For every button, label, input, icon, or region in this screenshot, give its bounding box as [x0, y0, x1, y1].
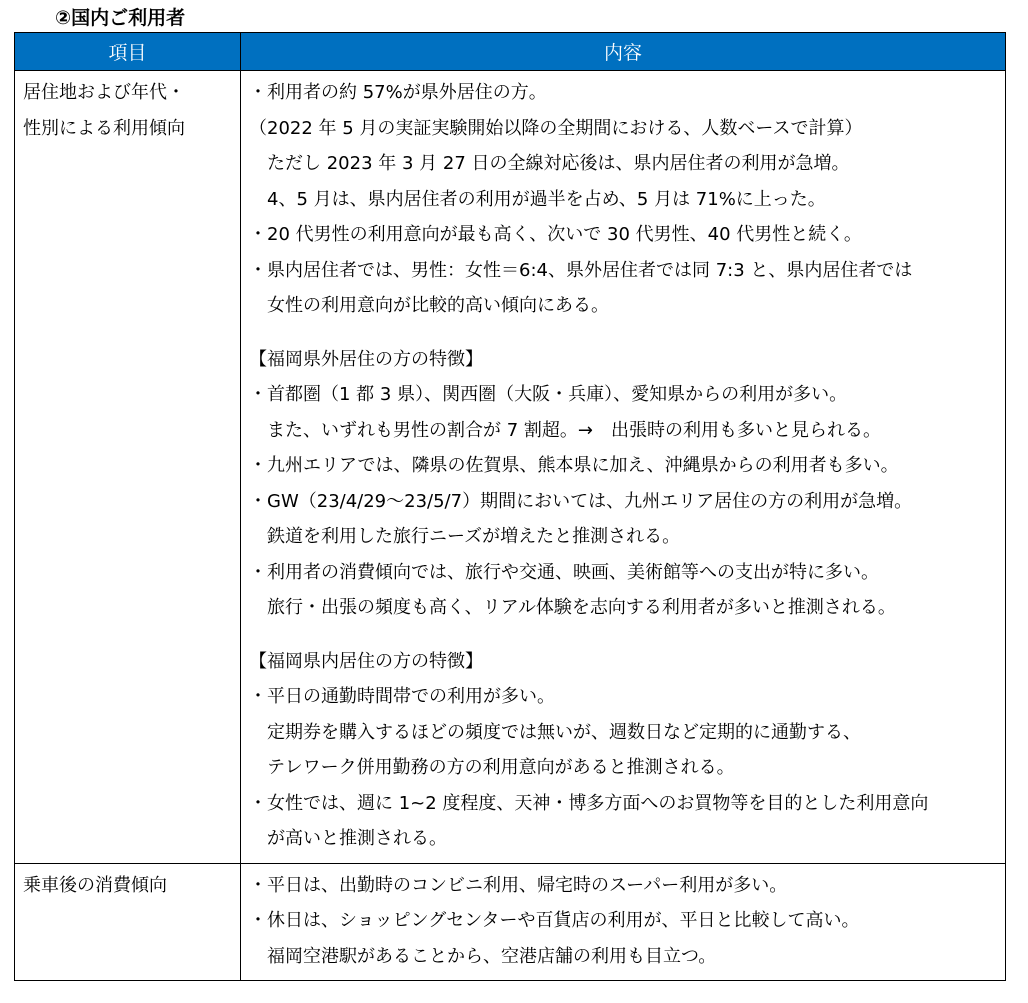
header-item: 項目	[15, 33, 241, 71]
content-line: ・20 代男性の利用意向が最も高く、次いで 30 代男性、40 代男性と続く。	[249, 224, 862, 245]
content-line: ・利用者の消費傾向では、旅行や交通、映画、美術館等への支出が特に多い。	[249, 561, 879, 583]
content-line: 女性の利用意向が比較的高い傾向にある。	[249, 295, 609, 316]
content-line: 福岡空港駅があることから、空港店舗の利用も目立つ。	[249, 945, 717, 967]
item-cell	[15, 71, 241, 864]
item-label: 居住地および年代・	[23, 82, 185, 103]
content-line: ・平日は、出勤時のコンビニ利用、帰宅時のスーパー利用が多い。	[249, 874, 788, 896]
item-label: 乗車後の消費傾向	[23, 874, 167, 896]
content-line: ・県内居住者では、男性：女性＝6:4、県外居住者では同 7:3 と、県内居住者では	[249, 259, 913, 281]
content-line: 旅行・出張の頻度も高く、リアル体験を志向する利用者が多いと推測される。	[249, 597, 896, 618]
content-line: ・GW（23/4/29～23/5/7）期間においては、九州エリア居住の方の利用が急増。	[249, 490, 913, 512]
content-line: テレワーク併用勤務の方の利用意向があると推測される。	[249, 757, 735, 778]
content-line: ・九州エリアでは、隣県の佐賀県、熊本県に加え、沖縄県からの利用者も多い。	[249, 455, 899, 476]
content-line: ・首都圏（1 都 3 県）、関西圏（大阪・兵庫）、愛知県からの利用が多い。	[249, 384, 848, 405]
content-line: ・女性では、週に 1~2 度程度、天神・博多方面へのお買物等を目的とした利用意向	[249, 792, 929, 814]
content-line: 【福岡県外居住の方の特徴】	[249, 348, 483, 370]
content-cell	[241, 71, 1006, 864]
content-line: ・利用者の約 57%が県外居住の方。	[249, 82, 547, 103]
content-line: 4、5 月は、県内居住者の利用が過半を占め、5 月は 71%に上った。	[249, 188, 826, 210]
section-title: ②国内ご利用者	[55, 7, 186, 29]
content-line: 鉄道を利用した旅行ニーズが増えたと推測される。	[249, 526, 681, 547]
table-row	[15, 71, 1006, 864]
content-line: ただし 2023 年 3 月 27 日の全線対応後は、県内居住者の利用が急増。	[249, 153, 850, 174]
header-content: 内容	[241, 33, 1006, 71]
content-line: また、いずれも男性の割合が 7 割超。→ 出張時の利用も多いと見られる。	[249, 419, 881, 441]
user-table	[14, 32, 1006, 981]
item-label: 性別による利用傾向	[23, 117, 185, 139]
content-line: が高いと推測される。	[249, 828, 447, 849]
content-cell	[241, 863, 1006, 981]
item-cell	[15, 863, 241, 981]
content-line: ・平日の通勤時間帯での利用が多い。	[249, 686, 555, 707]
content-line: （2022 年 5 月の実証実験開始以降の全期間における、人数ベースで計算）	[249, 117, 863, 139]
spacer	[249, 324, 997, 342]
content-line: 定期券を購入するほどの頻度では無いが、週数日など定期的に通勤する、	[249, 721, 861, 743]
spacer	[249, 626, 997, 644]
table-row	[15, 863, 1006, 981]
table-header-row	[15, 33, 1006, 71]
content-line: ・休日は、ショッピングセンターや百貨店の利用が、平日と比較して高い。	[249, 910, 860, 931]
content-line: 【福岡県内居住の方の特徴】	[249, 650, 483, 672]
